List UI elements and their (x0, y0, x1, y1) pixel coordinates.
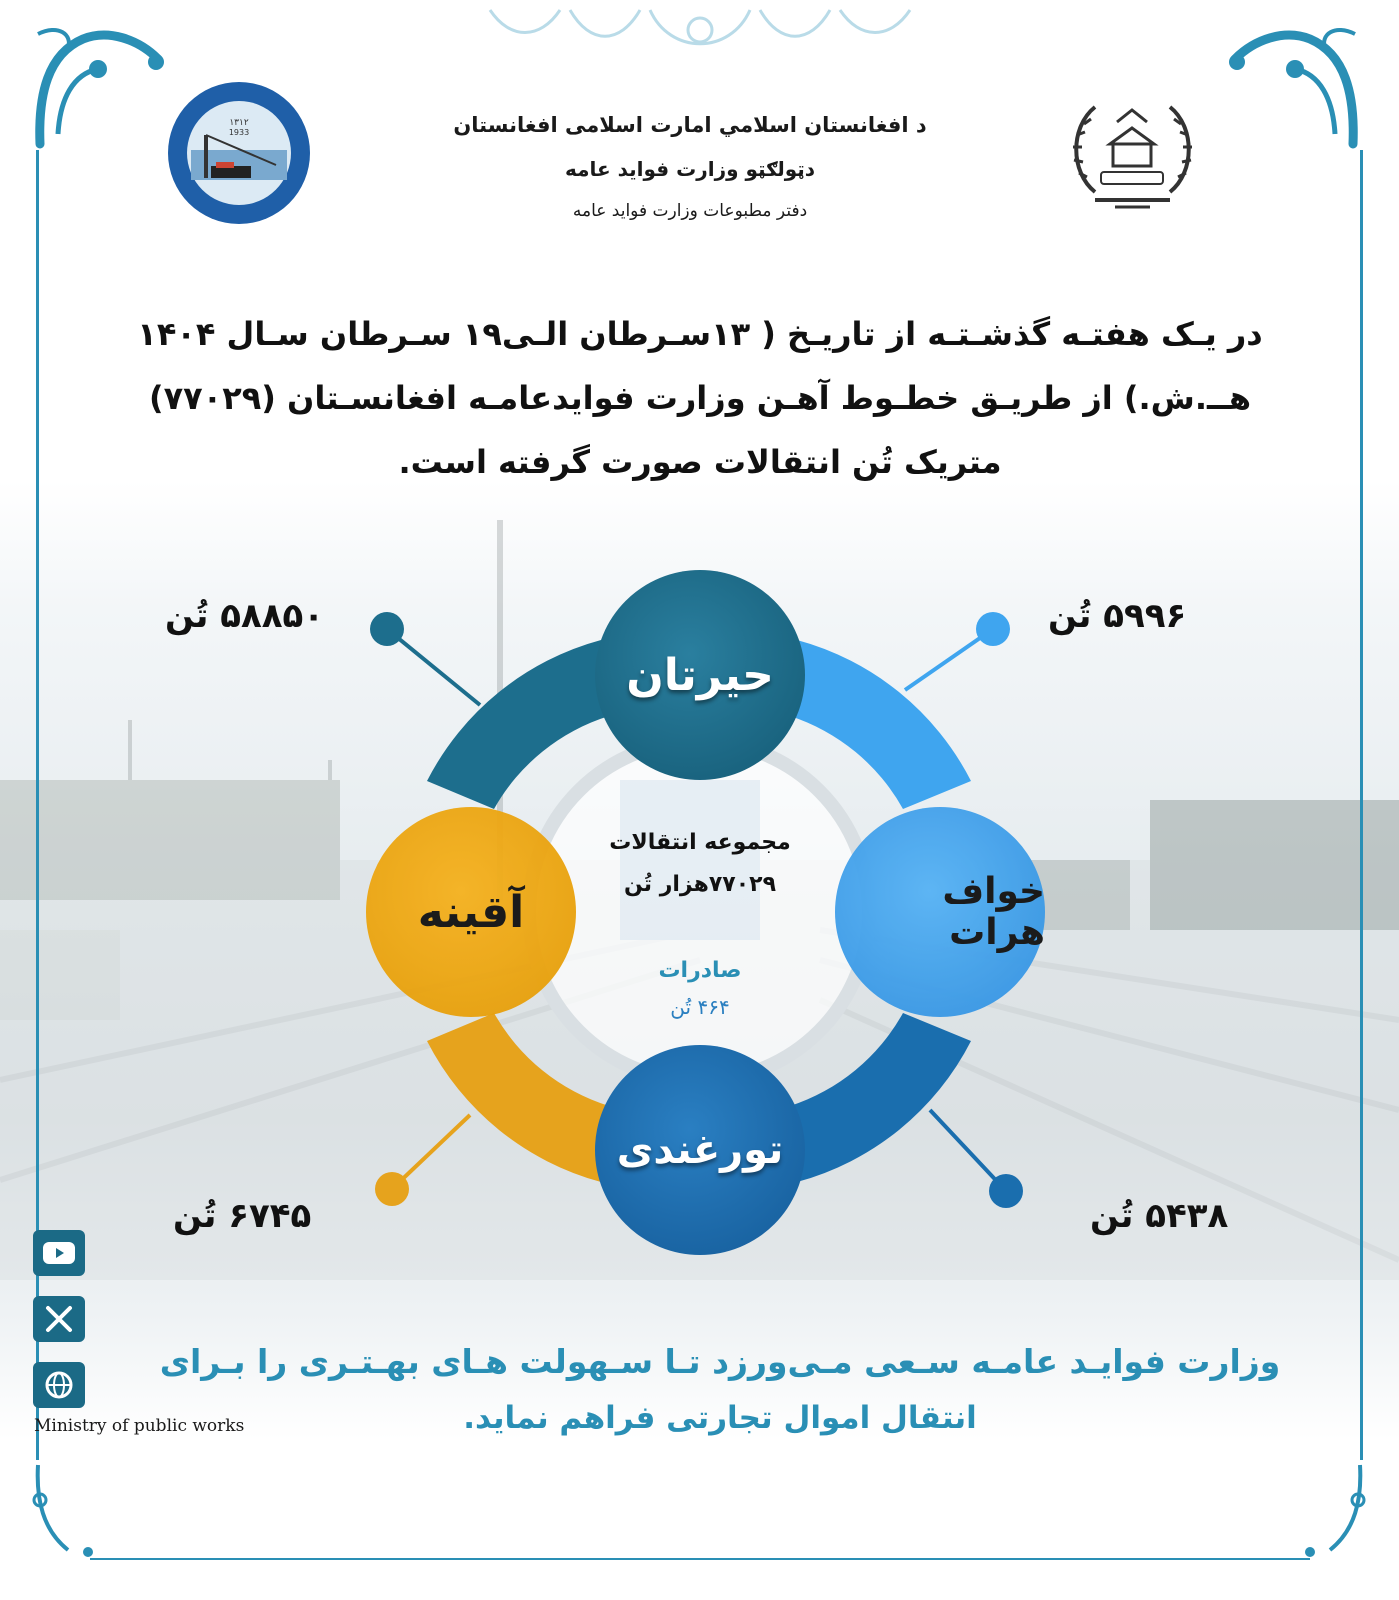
youtube-icon (42, 1241, 76, 1265)
social-caption: Ministry of public works (34, 1416, 245, 1436)
header-title-line1: د افغانستان اسلامي امارت اسلامی افغانستان (453, 113, 927, 137)
header-title-line2: دټولګټو وزارت فواید عامه (564, 157, 816, 181)
port-hairatan (595, 570, 805, 780)
globe-icon (44, 1370, 74, 1400)
intro-line1: در یـک هفتـه گذشـتـه از تاریـخ ( ۱۳سـرطان الـی۱۹ سـرطان سـال ۱۴۰۴ (137, 315, 1263, 353)
youtube-link[interactable] (33, 1230, 85, 1276)
svg-text:1933: 1933 (228, 128, 250, 137)
footer-message-line2: انتقال اموال تجارتی فراهم نماید. (463, 1400, 977, 1436)
dot-khaf-herat (976, 612, 1010, 646)
amount-aqina: ۶۷۴۵ تُن (173, 1196, 312, 1236)
footer-message-line1: وزارت فوایـد عامـه سـعی مـی‌ورزد تـا سـهولت هـای بهـتـری را بـرای (159, 1342, 1281, 1381)
amount-torghundi: ۵۴۳۸ تُن (1090, 1196, 1229, 1236)
amount-khaf-herat: ۵۹۹۶ تُن (1048, 596, 1187, 636)
dot-torghundi (989, 1174, 1023, 1208)
center-total-title: مجموعه انتقالات (609, 830, 791, 855)
intro-line3: متریک تُن انتقالات صورت گرفته است. (398, 443, 1002, 481)
amount-hairatan: ۵۸۸۵۰ تُن (165, 596, 324, 636)
header-press-office: دفتر مطبوعات وزارت فواید عامه (572, 201, 808, 221)
port-torghundi (595, 1045, 805, 1255)
port-khaf-herat (835, 807, 1045, 1017)
center-exports-label: صادرات (658, 958, 742, 983)
port-hairatan-label: حیرتان (626, 649, 774, 701)
x-link[interactable] (33, 1296, 85, 1342)
x-icon (44, 1304, 74, 1334)
port-khaf-herat-label: خواف هرات (942, 871, 1045, 953)
intro-line2: هــ.ش.) از طریـق خطـوط آهـن وزارت فوایدعامـه افغانسـتان (۷۷۰۲۹) (148, 379, 1252, 417)
svg-text:١٣١٢: ١٣١٢ (229, 118, 249, 128)
dot-aqina (375, 1172, 409, 1206)
port-aqina (366, 807, 576, 1017)
port-torghundi-label: تورغندی (616, 1127, 784, 1173)
center-total-value: ۷۷۰۲۹هزار تُن (623, 872, 776, 897)
dot-hairatan (370, 612, 404, 646)
center-exports-value: ۴۶۴ تُن (670, 995, 730, 1019)
connector-hairatan (387, 629, 480, 705)
website-link[interactable] (33, 1362, 85, 1408)
port-aqina-label: آقینه (417, 886, 525, 938)
